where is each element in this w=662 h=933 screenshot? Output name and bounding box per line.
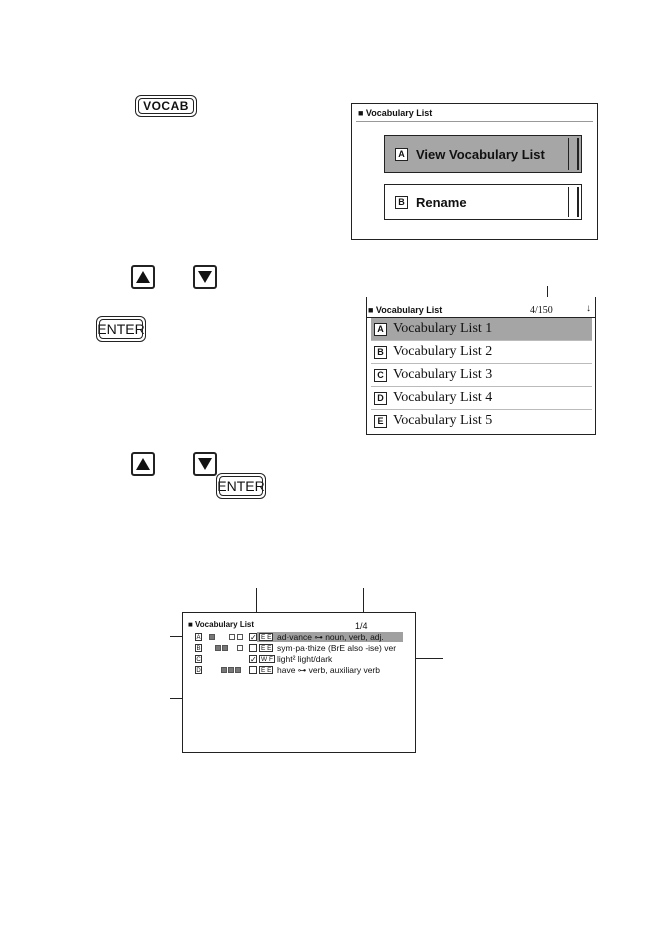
up-arrow-icon	[133, 454, 153, 474]
list-item-label: Vocabulary List 4	[393, 390, 493, 405]
down-arrow-key[interactable]	[193, 265, 217, 289]
letter-d-icon: D	[374, 392, 387, 405]
list-item[interactable]	[371, 387, 592, 410]
down-arrow-icon	[195, 454, 215, 474]
rename-button[interactable]	[384, 184, 582, 220]
list-item[interactable]	[371, 318, 592, 341]
dictionary-tag: E E	[261, 667, 272, 674]
table-row[interactable]	[195, 644, 411, 654]
screen-title: ■ Vocabulary List	[358, 108, 433, 118]
vocab-key[interactable]: VOCAB	[135, 95, 197, 117]
rename-label: Rename	[416, 194, 467, 210]
list-item[interactable]	[371, 341, 592, 364]
status-square	[229, 634, 235, 640]
status-square	[237, 634, 243, 640]
list-item-label: Vocabulary List 2	[393, 344, 493, 359]
letter-a-icon: A	[374, 323, 387, 336]
entry-word: sym·pa·thize (BrE also -ise) ver	[277, 643, 397, 653]
view-vocabulary-list-button[interactable]	[384, 135, 582, 173]
letter-a-icon: A	[395, 148, 408, 161]
list-counter: 4/150	[530, 305, 553, 316]
status-square	[209, 634, 215, 640]
checkbox-icon[interactable]	[249, 666, 257, 674]
enter-key[interactable]: ENTER	[216, 473, 266, 499]
dictionary-tag: E E	[261, 645, 272, 652]
row-letter: A	[196, 635, 201, 641]
scroll-indicator-icon: ↓	[586, 303, 591, 314]
entry-word: have ⊶ verb, auxiliary verb	[277, 665, 380, 675]
dictionary-tag: W F	[261, 656, 273, 663]
letter-e-icon: E	[374, 415, 387, 428]
checkbox-icon[interactable]	[249, 644, 257, 652]
table-row[interactable]	[195, 666, 411, 676]
down-arrow-key[interactable]	[193, 452, 217, 476]
list-item[interactable]	[371, 410, 592, 432]
list-item[interactable]	[371, 364, 592, 387]
list-item-label: Vocabulary List 3	[393, 367, 493, 382]
checkbox-checked-icon[interactable]: ✓	[250, 633, 257, 642]
vocabulary-lists-screen	[366, 297, 596, 435]
table-row[interactable]	[195, 655, 411, 665]
status-square	[237, 645, 243, 651]
table-row[interactable]	[195, 633, 411, 643]
button-edge	[568, 138, 579, 170]
entry-word: ad·vance ⊶ noun, verb, adj.	[277, 632, 384, 642]
letter-b-icon: B	[395, 196, 408, 209]
row-letter: D	[196, 668, 201, 674]
button-edge	[568, 187, 579, 217]
list-item-label: Vocabulary List 1	[393, 321, 493, 336]
row-letter: C	[196, 657, 201, 663]
letter-b-icon: B	[374, 346, 387, 359]
vocabulary-menu-screen	[351, 103, 598, 240]
checkbox-checked-icon[interactable]: ✓	[250, 655, 257, 664]
status-square	[228, 667, 234, 673]
status-square	[221, 667, 227, 673]
entry-counter: 1/4	[355, 621, 368, 631]
view-vocabulary-list-label: View Vocabulary List	[416, 146, 545, 162]
down-arrow-icon	[195, 267, 215, 287]
up-arrow-key[interactable]	[131, 452, 155, 476]
dictionary-tag: E E	[261, 634, 272, 641]
list-item-label: Vocabulary List 5	[393, 413, 493, 428]
entry-word: light² light/dark	[277, 654, 333, 664]
enter-key[interactable]: ENTER	[96, 316, 146, 342]
title-divider	[356, 121, 593, 122]
status-square	[222, 645, 228, 651]
up-arrow-key[interactable]	[131, 265, 155, 289]
vocabulary-entries-screen	[182, 612, 416, 753]
row-letter: B	[196, 646, 201, 652]
screen-title: ■ Vocabulary List	[188, 620, 255, 629]
status-square	[235, 667, 241, 673]
letter-c-icon: C	[374, 369, 387, 382]
up-arrow-icon	[133, 267, 153, 287]
status-square	[215, 645, 221, 651]
screen-title: ■ Vocabulary List	[368, 305, 443, 315]
